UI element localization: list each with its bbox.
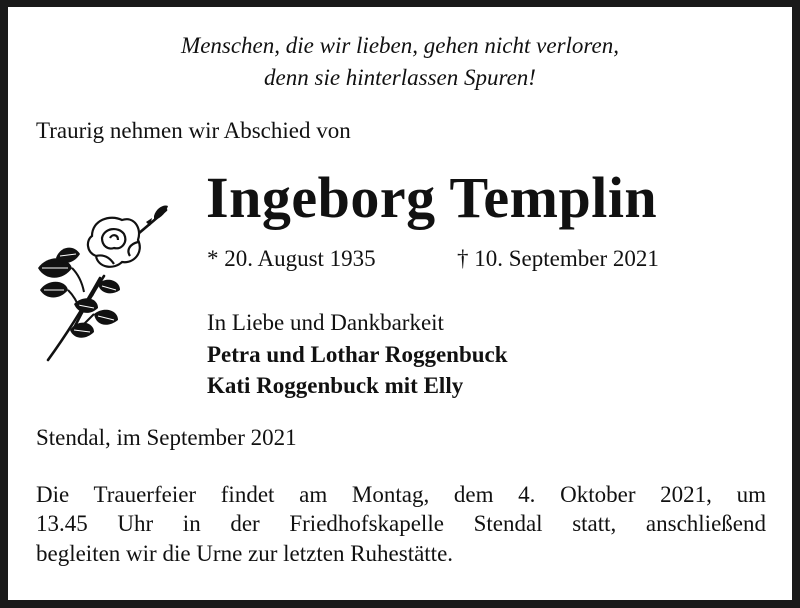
service-line-3-text: begleiten wir die Urne zur letzten Ruhestätte.	[36, 541, 454, 566]
service-line-1-text: Die Trauerfeier findet am Montag, dem 4. Oktober 2021, um	[36, 482, 766, 507]
deceased-name: Ingeborg Templin	[206, 165, 658, 230]
service-line-3	[36, 540, 766, 568]
service-line-1	[36, 481, 766, 509]
mourner-intro: In Liebe und Dankbarkeit	[207, 310, 444, 335]
mourner-name-1: Petra und Lothar Roggenbuck	[207, 342, 508, 367]
intro-text: Traurig nehmen wir Abschied von	[36, 118, 351, 143]
motto-line-2: denn sie hinterlassen Spuren!	[264, 65, 536, 90]
mourner-name-2: Kati Roggenbuck mit Elly	[207, 373, 464, 398]
rose-icon	[34, 198, 174, 368]
place-date: Stendal, im September 2021	[36, 425, 297, 450]
birth-date: * 20. August 1935	[207, 246, 376, 271]
service-line-2-text: 13.45 Uhr in der Friedhofskapelle Stendal statt, anschließend	[36, 511, 766, 536]
death-date: † 10. September 2021	[457, 246, 659, 271]
motto-line-1: Menschen, die wir lieben, gehen nicht verloren,	[181, 33, 619, 58]
service-line-2	[36, 510, 766, 538]
